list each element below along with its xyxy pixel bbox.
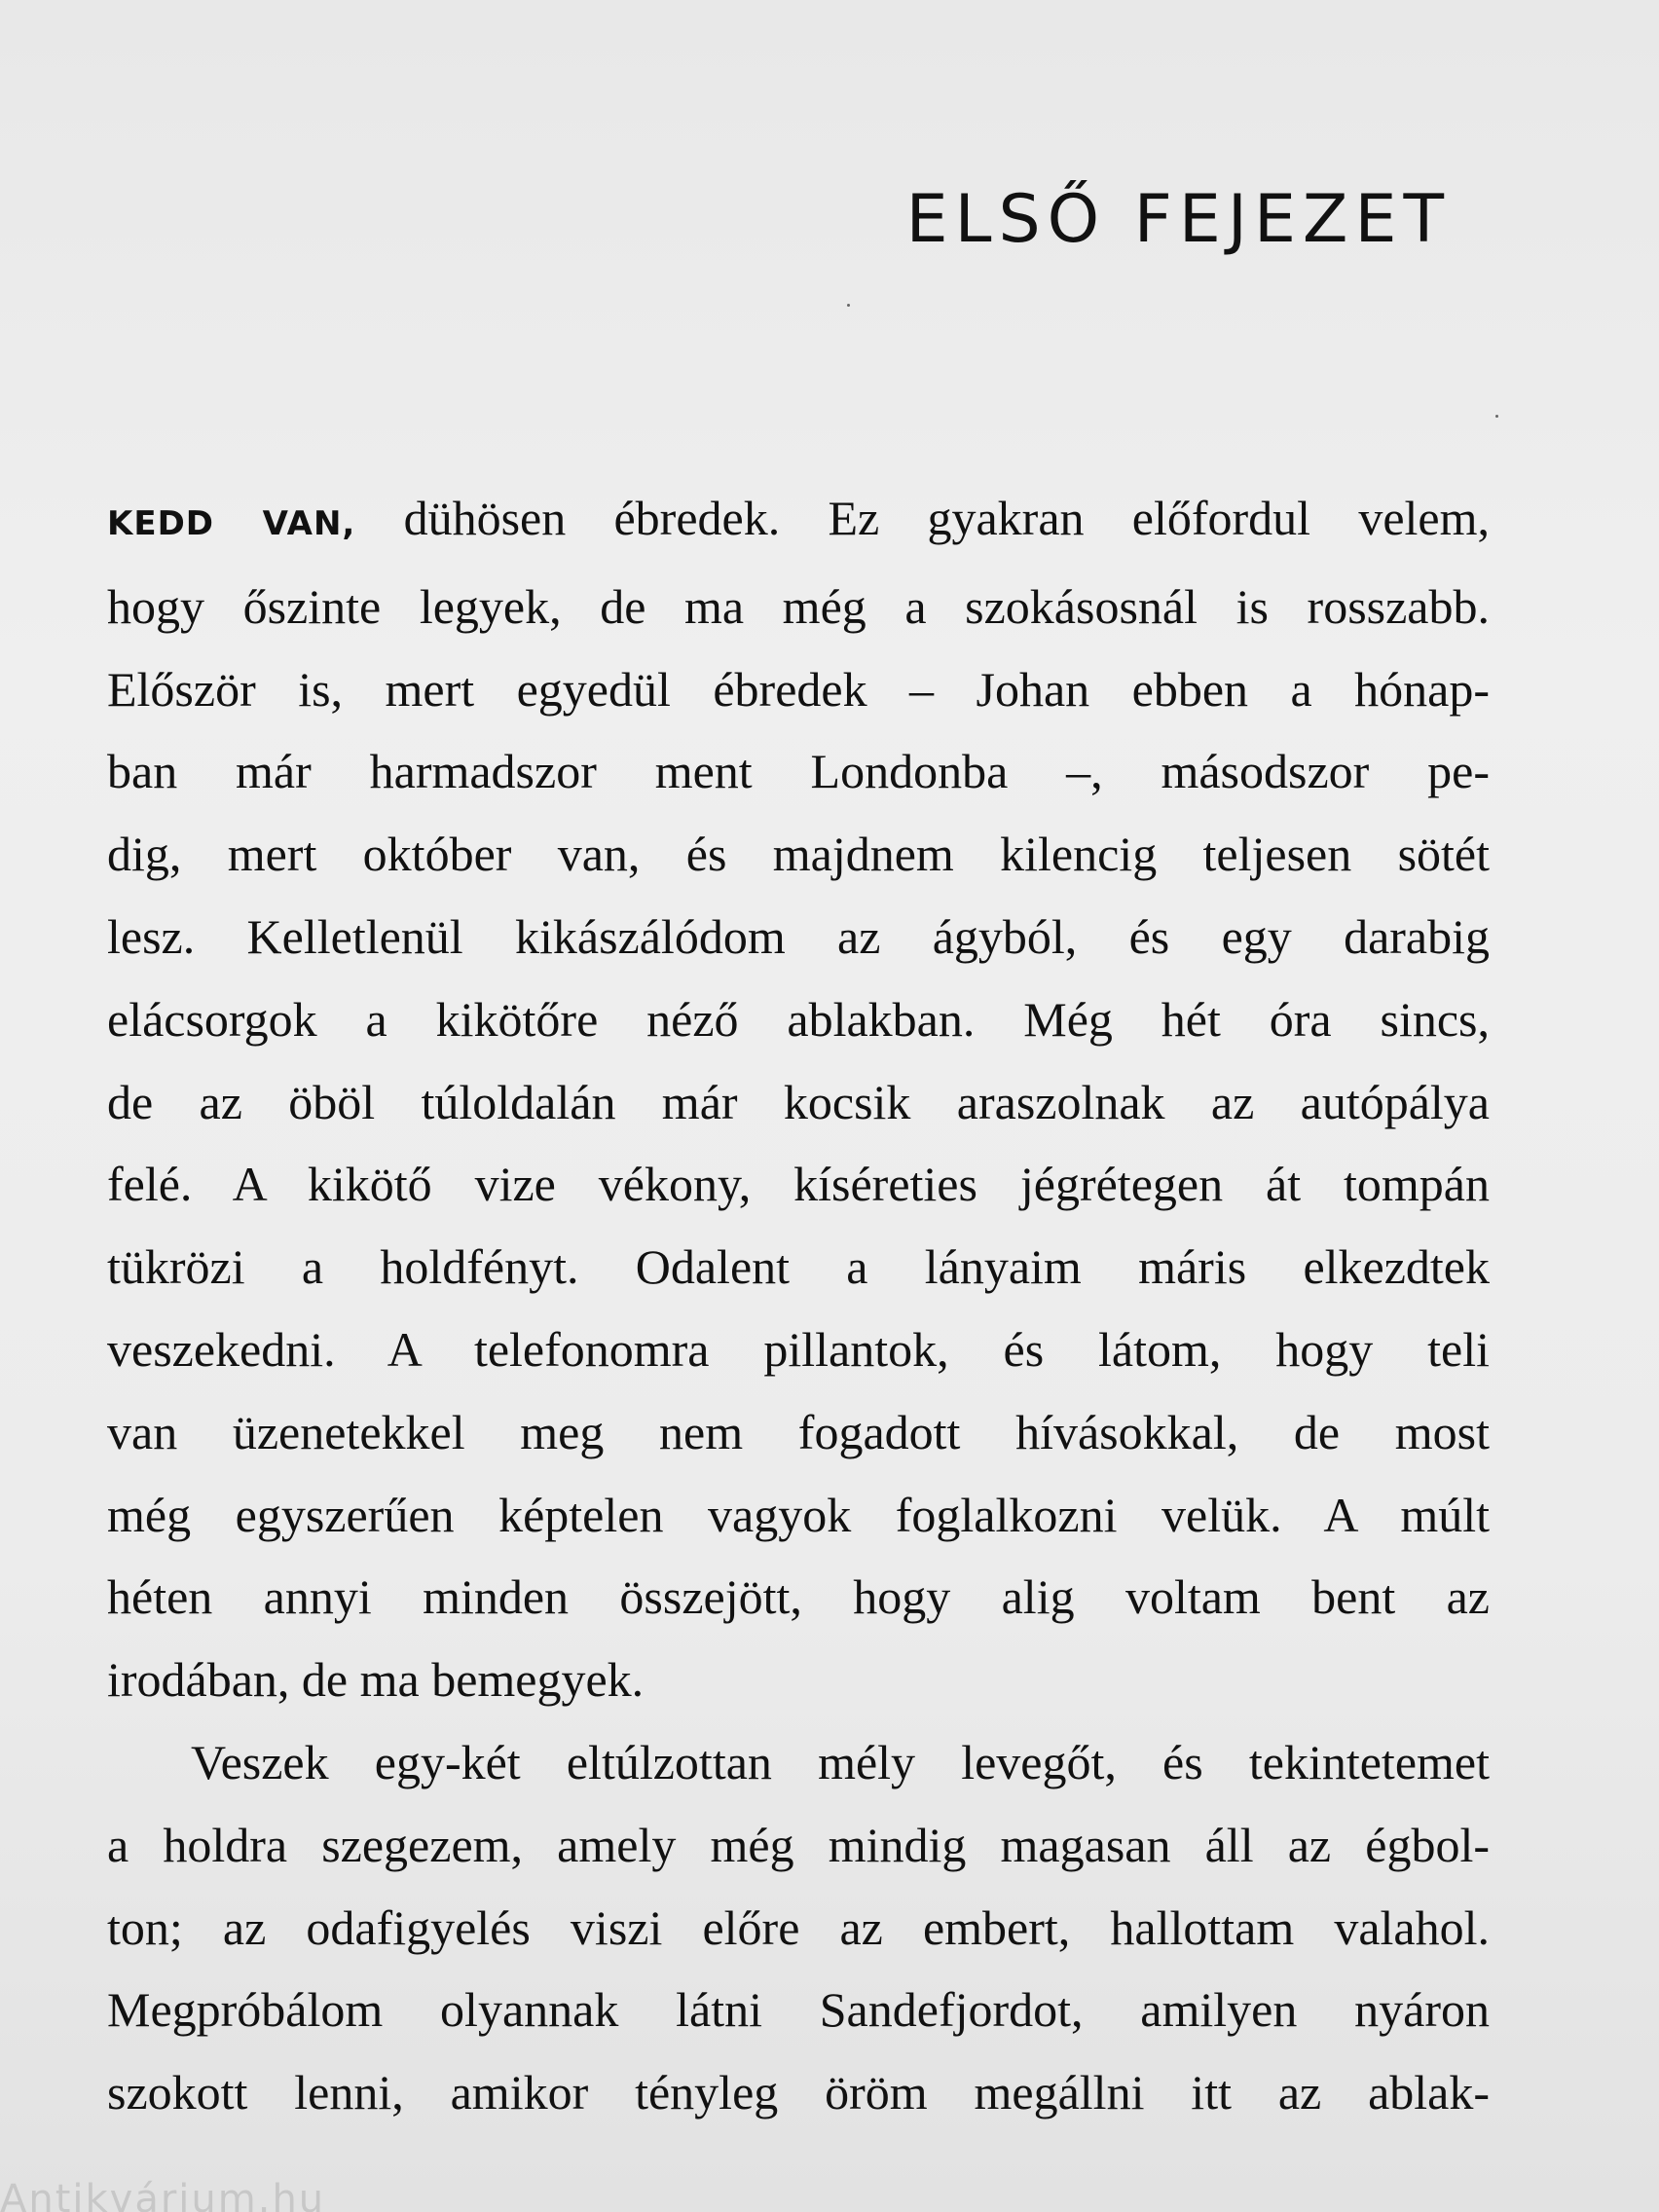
text-line: hogy őszinte legyek, de ma még a szokásosnál is rosszabb. bbox=[107, 578, 1490, 634]
text-line: dig, mert október van, és majdnem kilencig teljesen sötét bbox=[107, 827, 1490, 882]
chapter-title: ELSŐ FEJEZET bbox=[905, 180, 1451, 258]
text-line: szokott lenni, amikor tényleg öröm megállni itt az ablak- bbox=[107, 2065, 1490, 2120]
chapter-opening-smallcaps: KEDD VAN, bbox=[107, 504, 356, 543]
text-line: elácsorgok a kikötőre néző ablakban. Még hét óra sincs, bbox=[107, 991, 1490, 1047]
text-line: van üzenetekkel meg nem fogadott hívásokkal, de most bbox=[107, 1404, 1490, 1459]
text-line: ton; az odafigyelés viszi előre az embert, hallottam valahol. bbox=[107, 1899, 1490, 1955]
paper-speck bbox=[1495, 415, 1498, 418]
text-line: lesz. Kelletlenül kikászálódom az ágyból, és egy darabig bbox=[107, 908, 1490, 964]
text-line: héten annyi minden összejött, hogy alig voltam bent az bbox=[107, 1569, 1490, 1625]
text-line: veszekedni. A telefonomra pillantok, és látom, hogy teli bbox=[107, 1321, 1490, 1377]
watermark: Antikvárium.hu bbox=[0, 2177, 326, 2212]
paper-speck bbox=[847, 304, 850, 307]
text-line: még egyszerűen képtelen vagyok foglalkozni velük. A múlt bbox=[107, 1487, 1490, 1542]
text-line: Veszek egy-két eltúlzottan mély levegőt, és tekintetemet bbox=[191, 1734, 1490, 1789]
text-line: a holdra szegezem, amely még mindig magasan áll az égbol- bbox=[107, 1817, 1490, 1872]
text-line: irodában, de ma bemegyek. bbox=[107, 1652, 645, 1708]
text-line: KEDD VAN, dühösen ébredek. Ez gyakran előfordul velem, bbox=[107, 491, 1490, 545]
show-through-text bbox=[107, 18, 1509, 88]
text-line: ban már harmadszor ment Londonba –, másodszor pe- bbox=[107, 744, 1490, 799]
text-line: de az öböl túloldalán már kocsik araszolnak az autópálya bbox=[107, 1074, 1490, 1129]
body-text bbox=[107, 477, 1490, 2134]
text-line: Először is, mert egyedül ébredek – Johan ebben a hónap- bbox=[107, 661, 1490, 717]
text-line: felé. A kikötő vize vékony, kíséreties jégrétegen át tompán bbox=[107, 1157, 1490, 1212]
text-line: Megpróbálom olyannak látni Sandefjordot, amilyen nyáron bbox=[107, 1982, 1490, 2038]
text-line: tükrözi a holdfényt. Odalent a lányaim máris elkezdtek bbox=[107, 1239, 1490, 1295]
